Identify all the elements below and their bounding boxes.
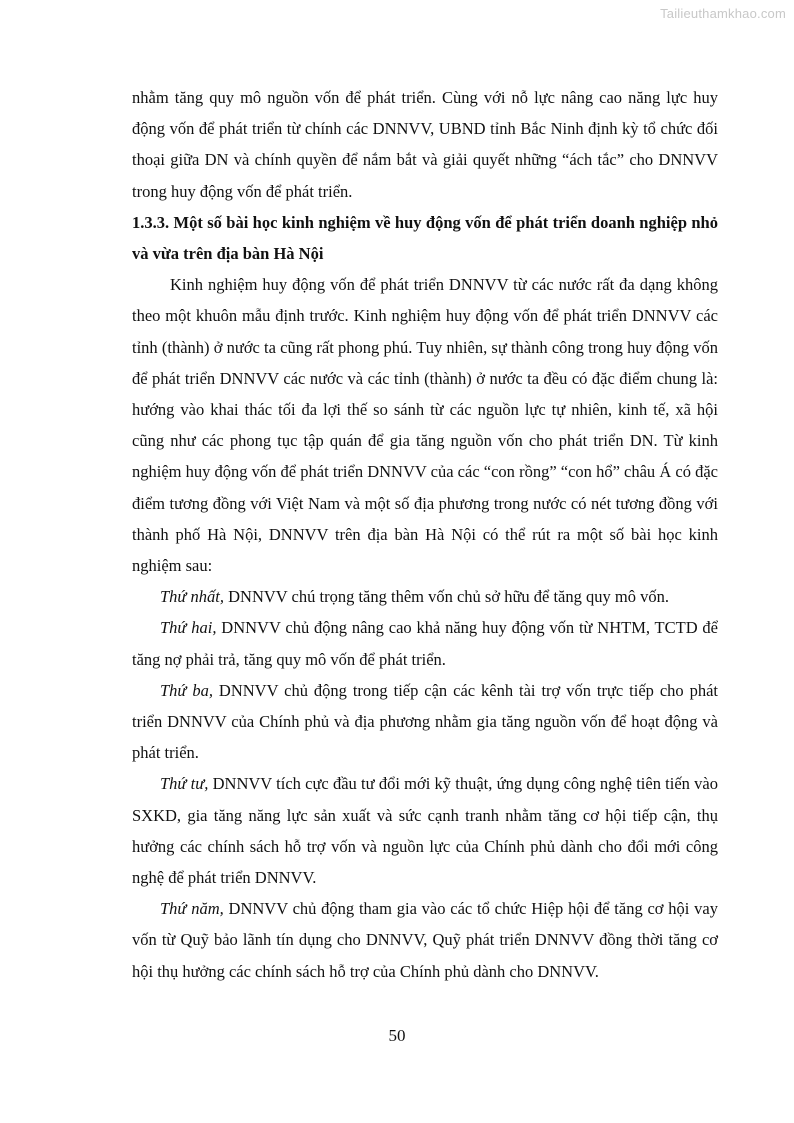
intro-paragraph: nhằm tăng quy mô nguồn vốn để phát triển. Cùng với nỗ lực nâng cao năng lực huy động vốn để phát triển từ chính các DNNVV, UBND tỉnh Bắc Ninh định kỳ tổ chức đối thoại giữa DN và chính quyền để nắm bắt và giải quyết những “ách tắc” cho DNNVV trong huy động vốn để phát triển. xyxy=(132,88,718,201)
lesson-paragraph-2 xyxy=(132,612,718,674)
lesson-text: DNNVV chủ động tham gia vào các tổ chức Hiệp hội để tăng cơ hội vay vốn từ Quỹ bảo lãnh tín dụng cho DNNVV, Quỹ phát triển DNNVV đồng thời tăng cơ hội thụ hưởng các chính sách hỗ trợ của Chính phủ dành cho DNNVV. xyxy=(132,899,718,981)
lesson-paragraph-3 xyxy=(132,675,718,769)
lesson-label: Thứ hai, xyxy=(160,618,217,638)
lesson-text: DNNVV chủ động trong tiếp cận các kênh tài trợ vốn trực tiếp cho phát triển DNNVV của Chính phủ và địa phương nhằm gia tăng nguồn vốn để hoạt động và phát triển. xyxy=(132,680,718,763)
watermark: Tailieuthamkhao.com xyxy=(660,6,786,21)
lesson-label: Thứ nhất, xyxy=(160,587,225,607)
page-body xyxy=(132,82,718,987)
lesson-label: Thứ ba, xyxy=(160,680,213,700)
lesson-text: DNNVV chủ động nâng cao khả năng huy động vốn từ NHTM, TCTD để tăng nợ phải trả, tăng quy mô vốn để phát triển. xyxy=(132,618,719,669)
lesson-paragraph-4 xyxy=(132,768,718,893)
lesson-paragraph-1 xyxy=(132,581,718,612)
section-heading: 1.3.3. Một số bài học kinh nghiệm về huy động vốn để phát triển doanh nghiệp nhỏ và vừa trên địa bàn Hà Nội xyxy=(132,212,718,264)
lesson-text: DNNVV tích cực đầu tư đổi mới kỹ thuật, ứng dụng công nghệ tiên tiến vào SXKD, gia tăng năng lực sản xuất và sức cạnh tranh nhằm tăng cơ hội tiếp cận, thụ hưởng các chính sách hỗ trợ vốn và nguồn lực của Chính phủ dành cho đổi mới công nghệ để phát triển DNNVV. xyxy=(132,774,718,888)
page-number: 50 xyxy=(388,1026,406,1045)
lesson-label: Thứ tư, xyxy=(160,774,209,794)
lesson-paragraph-5 xyxy=(132,893,718,987)
lesson-label: Thứ năm, xyxy=(160,899,224,919)
lesson-text: DNNVV chú trọng tăng thêm vốn chủ sở hữu để tăng quy mô vốn. xyxy=(224,587,669,607)
main-paragraph: Kinh nghiệm huy động vốn để phát triển DNNVV từ các nước rất đa dạng không theo một khuôn mẫu định trước. Kinh nghiệm huy động vốn để phát triển DNNVV các tỉnh (thành) ở nước ta cũng rất phong phú. Tuy nhiên, sự thành công trong huy động vốn để phát triển DNNVV các nước và các tỉnh (thành) ở nước ta đều có đặc điểm chung là: hướng vào khai thác tối đa lợi thế so sánh từ các nguồn lực tự nhiên, kinh tế, xã hội cũng như các phong tục tập quán để gia tăng nguồn vốn cho phát triển DN. Từ kinh nghiệm huy động vốn để phát triển DNNVV của các “con rồng” “con hổ” châu Á có đặc điểm tương đồng với Việt Nam và một số địa phương trong nước có nét tương đồng với thành phố Hà Nội, DNNVV trên địa bàn Hà Nội có thể rút ra một số bài học kinh nghiệm sau: xyxy=(132,275,718,576)
